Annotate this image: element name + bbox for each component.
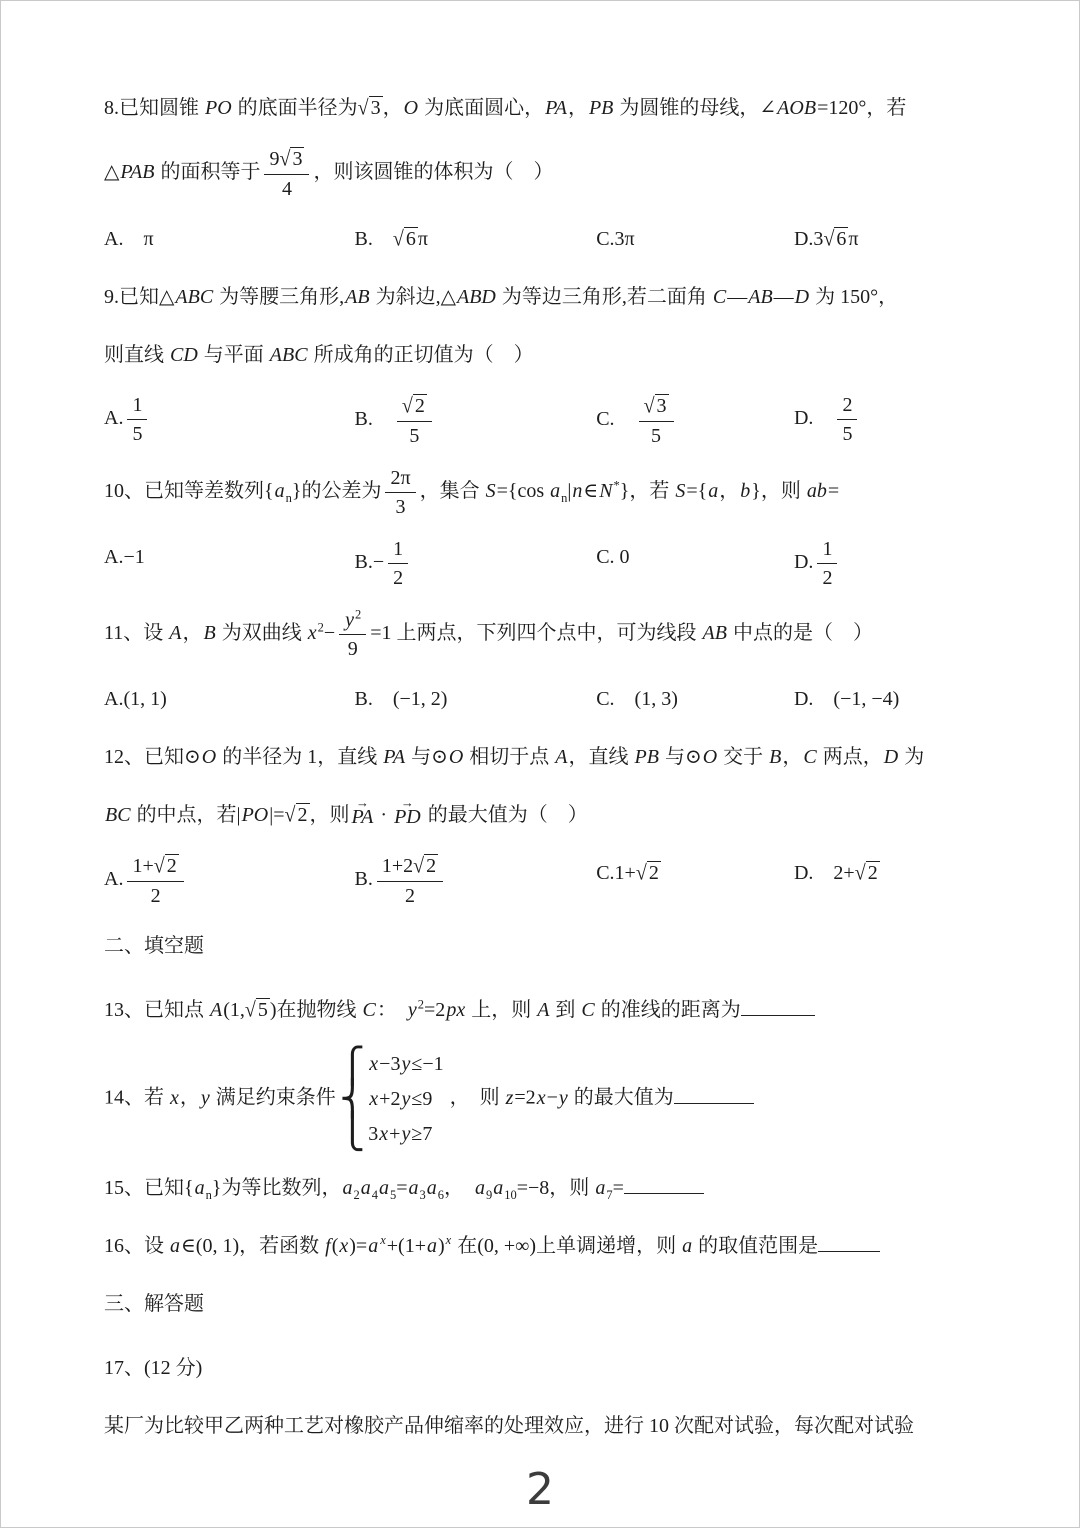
radicand: 3 (370, 97, 381, 119)
math-var: x (307, 622, 317, 645)
radicand: 3 (656, 395, 667, 417)
question-8-line-2: △PAB 的面积等于 $\frac{9√ 3}{4}$ ，则该圆锥的体积为（ ） (104, 147, 554, 200)
answer-blank (674, 1083, 754, 1104)
math-var: ABC (175, 286, 214, 308)
question-9-options (104, 394, 983, 447)
question-14 (104, 1045, 983, 1152)
math-var: a (475, 1177, 485, 1199)
math-var: C (362, 999, 376, 1021)
square-root (855, 862, 880, 884)
question-15-line-1: 15、已知$\{a_n\}$为等比数列，$a_2a_4a_5=a_3a_6$， $a_9a_{10}=-8$，则 $a_7=$ (104, 1169, 983, 1207)
math-var: C (712, 286, 727, 308)
square-root (285, 804, 310, 826)
section-title-fill-in: 二、填空题 (104, 935, 204, 957)
script: n (205, 1188, 212, 1202)
fraction-denominator: 5 (132, 423, 143, 445)
radical-sign: √ (401, 394, 413, 418)
fraction (817, 538, 837, 589)
math-var: a (550, 480, 561, 503)
exam-content (104, 89, 983, 1445)
question-10-option-b: B.− $\frac{1}{2}$ (355, 538, 597, 589)
math-var: CD (170, 344, 198, 366)
question-8-option-b: B. √ 6 π (355, 220, 597, 258)
fraction (264, 147, 309, 200)
math-var: PA (545, 97, 567, 119)
math-var: BC (105, 804, 131, 826)
question-12 (104, 738, 983, 907)
vector-arrow: → (400, 795, 414, 810)
script: n (285, 491, 292, 506)
question-8-option-c: C.3π (596, 228, 635, 250)
radical-sign: √ (153, 854, 165, 878)
fraction-denominator: 3 (395, 496, 406, 518)
case-brace (339, 1045, 366, 1152)
math-var: C (581, 999, 595, 1021)
radical-sign: √ (279, 147, 291, 171)
question-9-option-c: C. $\frac{√ 3}{5}$ (596, 394, 794, 447)
question-10-option-d: D. $\frac{1}{2}$ (794, 538, 983, 589)
fraction (397, 394, 432, 447)
math-var: A (210, 999, 223, 1021)
fraction-denominator: 4 (281, 178, 292, 200)
script: 3 (419, 1188, 426, 1202)
question-9-option-a: A. $\frac{1}{5}$ (104, 394, 355, 447)
math-var: a (194, 1177, 205, 1199)
math-var: x (369, 1088, 379, 1110)
math-var: B (769, 746, 782, 768)
question-11-option-a: A.(1, 1) (104, 688, 167, 710)
case-rows (368, 1049, 443, 1149)
radical-sign: √ (244, 998, 256, 1022)
script (379, 1233, 387, 1247)
question-11-line-1: 11、设 A，B 为双曲线 $x^2-$ $\frac{y^2}{9}$ =1 上两点，下列四个点中，可为线段 AB 中点的是（ ） (104, 607, 873, 660)
math-var: O (448, 746, 464, 768)
radicand: 6 (836, 228, 847, 250)
answer-blank (818, 1231, 880, 1252)
script (445, 1233, 453, 1247)
fraction-numerator: 2 (837, 394, 857, 420)
page-number: 2 (526, 1464, 554, 1515)
radical-sign: √ (854, 861, 866, 885)
math-var: a (360, 1177, 371, 1199)
math-var: AB (345, 286, 370, 308)
question-8-line-1: 8.已知圆锥 PO 的底面半径为√ 3 ，O 为底面圆心，PA，PB 为圆锥的母线，∠AOB=120°，若 (104, 89, 983, 127)
square-root (279, 148, 304, 170)
fraction-denominator: 5 (409, 425, 420, 447)
math-var: y (401, 1053, 411, 1075)
radicand: 5 (257, 999, 268, 1021)
math-var: x (339, 1235, 349, 1257)
script: * (613, 478, 620, 493)
radical-sign: √ (357, 96, 369, 120)
script: 2 (417, 997, 425, 1012)
math-var: x (536, 1086, 546, 1109)
radicand: 3 (292, 148, 303, 170)
math-var: y (401, 1088, 411, 1110)
math-var: a (682, 1235, 693, 1257)
fraction (127, 854, 183, 907)
question-13-line-1: 13、已知点 A(1,√ 5 )在抛物线 C： $y^2=2px$ 上，则 A 到 C 的准线的距离为 (104, 991, 983, 1029)
question-10-line-1: 10、已知等差数列$\{a_n\}$的公差为 $\frac{2\pi}{3}$ ，集合 S={cos $a_n|n\in N^*$}，若 S={a，b}，则 ab= (104, 467, 840, 518)
fraction-denominator: 2 (822, 567, 833, 589)
case-brace-piece: ⎧ (339, 1045, 366, 1086)
fraction-numerator: 1+2√ 2 (377, 854, 443, 882)
math-var: O (201, 746, 217, 768)
math-var: PB (634, 746, 659, 768)
math-var: O (403, 97, 419, 119)
question-10 (104, 467, 983, 589)
math-var: AB (748, 286, 773, 308)
fraction-denominator: 2 (404, 885, 415, 907)
question-12-line-1: 12、已知⊙O 的半径为 1，直线 PA 与⊙O 相切于点 A，直线 PB 与⊙O 交于 B，C 两点，D 为 (104, 746, 925, 768)
question-8-option-a: A. π (104, 228, 154, 250)
radicand: 2 (648, 862, 659, 884)
fraction-numerator: 2π (385, 467, 415, 493)
question-12-option-a: A. $\frac{1+√ 2}{2}$ (104, 854, 355, 907)
math-var: f (325, 1235, 331, 1257)
case-row: x+2y≤9 (369, 1088, 433, 1110)
math-var: a (342, 1177, 353, 1199)
fraction (388, 538, 408, 589)
script: 2 (353, 1188, 360, 1202)
square-root (644, 395, 669, 417)
math-var: a (708, 480, 719, 503)
math-var: a (408, 1177, 419, 1199)
math-var: a (426, 1177, 437, 1199)
square-root (154, 855, 179, 877)
math-var: a (170, 1235, 180, 1257)
script: 10 (504, 1188, 517, 1202)
math-var: ABD (457, 286, 496, 308)
math-var: PB (588, 97, 614, 119)
script: 2 (317, 620, 324, 635)
fraction-denominator: 2 (150, 885, 161, 907)
script: 5 (389, 1188, 397, 1202)
question-12-option-c: C.1+√ 2 (596, 854, 794, 907)
math-var: y (407, 999, 417, 1021)
question-11-options (104, 680, 983, 718)
fraction-numerator: 1 (388, 538, 408, 564)
fraction-numerator (397, 394, 432, 422)
radicand: 2 (426, 855, 437, 877)
math-var: PA (351, 806, 374, 828)
question-11-option-b: B. (−1, 2) (354, 688, 448, 710)
radicand: 2 (867, 862, 878, 884)
question-9-line-1: 9.已知△ABC 为等腰三角形,AB 为斜边,△ABD 为等边三角形,若二面角 C—AB—D 为 150°， (104, 286, 899, 308)
question-13 (104, 991, 983, 1029)
radical-sign: √ (392, 227, 404, 251)
answer-blank (741, 995, 815, 1016)
math-var: z (505, 1086, 514, 1109)
radicand: 2 (414, 395, 425, 417)
fraction (377, 854, 443, 907)
math-var: PAB (120, 161, 155, 184)
script: n (561, 491, 568, 506)
question-9 (104, 278, 983, 447)
math-var: D (883, 746, 899, 768)
radicand: 2 (166, 855, 177, 877)
question-16-line-1: 16、设 a∈(0, 1)，若函数 f(x)=a $^x+(1+a)^x$ 在(0, +∞)上单调递增，则 a 的取值范围是 (104, 1227, 983, 1265)
math-var: n (572, 480, 583, 503)
math-var: y (558, 1086, 568, 1109)
question-10-option-a: A.−1 (104, 546, 145, 568)
fraction-numerator: 1 (127, 394, 147, 420)
question-8 (104, 89, 983, 258)
math-var: A (537, 999, 550, 1021)
radicand: 2 (297, 804, 308, 826)
question-12-option-d: D. 2+√ 2 (794, 854, 983, 907)
vector (392, 795, 423, 828)
section-title-answer: 三、解答题 (104, 1293, 204, 1315)
math-var: PA (383, 746, 406, 768)
script: 9 (486, 1188, 493, 1202)
square-root (636, 862, 661, 884)
math-var: a (595, 1177, 606, 1199)
math-var: y (345, 609, 355, 631)
question-9-option-d: D. $\frac{2}{5}$ (794, 394, 983, 447)
square-root (393, 228, 418, 250)
answer-blank (624, 1173, 704, 1194)
fraction-denominator: 5 (651, 425, 662, 447)
math-var: ab (806, 480, 827, 503)
math-var: a (426, 1235, 437, 1257)
fraction (639, 394, 674, 447)
question-17 (104, 1349, 983, 1445)
fraction-denominator: 9 (347, 638, 358, 660)
square-root (823, 228, 848, 250)
question-14-line-1: 14、若 x，y 满足约束条件 ⎧ ⎨ ⎩ x−3y≤−1 x+2y≤9 3x+y≥7 ， 则 z=2x−y 的最大值为 (104, 1049, 983, 1149)
math-var: A (169, 622, 182, 645)
fraction-numerator (639, 394, 674, 422)
math-var: PO (241, 804, 269, 826)
question-10-options (104, 538, 983, 589)
case-row: 3x+y≥7 (368, 1123, 433, 1145)
math-var: px (446, 999, 466, 1021)
case-brace-piece: ⎨ (339, 1078, 366, 1119)
question-16 (104, 1227, 983, 1265)
math-var: A (555, 746, 568, 768)
math-var: a (493, 1177, 504, 1199)
math-var: D (794, 286, 810, 308)
math-var: B (203, 622, 216, 645)
math-var: a (378, 1177, 389, 1199)
radicand: 6 (405, 228, 416, 250)
fraction-numerator: 1 (817, 538, 837, 564)
radical-sign: √ (413, 854, 425, 878)
math-var: a (274, 480, 285, 503)
question-9-option-b: B. $\frac{√ 2}{5}$ (355, 394, 597, 447)
question-8-options (104, 220, 983, 258)
math-var: AOB (777, 97, 817, 119)
math-var: y (401, 1123, 411, 1145)
question-12-options (104, 854, 983, 907)
math-var: PD (394, 806, 421, 828)
question-8-option-d: D.3√ 6 π (794, 220, 983, 258)
fraction-numerator: 1+√ 2 (127, 854, 183, 882)
inequality-system (339, 1045, 444, 1152)
case-row: x−3y≤−1 (369, 1053, 444, 1075)
math-var: y (200, 1086, 210, 1109)
math-var: x (369, 1053, 379, 1075)
math-var: a (368, 1235, 379, 1257)
fraction (339, 609, 366, 660)
math-var: S (675, 480, 686, 503)
math-var: x (445, 1233, 452, 1248)
fraction (127, 394, 147, 445)
fraction (385, 467, 415, 518)
math-var: O (702, 746, 718, 768)
question-10-option-c: C. 0 (596, 546, 630, 568)
script: 6 (437, 1188, 444, 1202)
script: 7 (606, 1188, 613, 1202)
math-var: x (170, 1086, 179, 1109)
fraction-denominator: 2 (393, 567, 404, 589)
case-brace-piece: ⎩ (339, 1111, 366, 1152)
math-var: N (599, 480, 613, 503)
square-root (402, 395, 427, 417)
math-var: AB (702, 622, 727, 645)
square-root (413, 855, 438, 877)
math-var: x (379, 1123, 389, 1145)
question-17-line-2: 某厂为比较甲乙两种工艺对橡胶产品伸缩率的处理效应，进行 10 次配对试验，每次配对试验 (104, 1415, 914, 1437)
question-11 (104, 609, 983, 718)
fraction-denominator: 5 (842, 423, 853, 445)
math-var: S (485, 480, 496, 503)
radical-sign: √ (284, 803, 296, 827)
question-12-option-b: B. $\frac{1+2√ 2}{2}$ (355, 854, 597, 907)
question-11-option-d: D. (−1, −4) (793, 688, 900, 710)
math-var: C (803, 746, 817, 768)
square-root (358, 97, 383, 119)
vector (350, 795, 376, 828)
script: 4 (371, 1188, 378, 1202)
question-17-line-1: 17、(12 分) (104, 1357, 203, 1379)
radical-sign: √ (635, 861, 647, 885)
square-root (245, 999, 270, 1021)
question-15 (104, 1169, 983, 1207)
radical-sign: √ (823, 227, 835, 251)
fraction-numerator: 9√ 3 (264, 147, 309, 175)
vector-arrow: → (355, 795, 369, 810)
fraction (837, 394, 857, 445)
math-var: x (380, 1233, 386, 1248)
question-9-line-2: 则直线 CD 与平面 ABC 所成角的正切值为（ ） (104, 344, 534, 366)
script: 2 (355, 607, 362, 622)
question-12-line-2: BC 的中点，若|PO|=√ 2 ，则 → PA · → PD 的最大值为（ ） (104, 796, 983, 834)
math-var: ABC (269, 344, 308, 366)
math-var: b (740, 480, 751, 503)
fraction-numerator (339, 609, 366, 635)
math-var: PO (205, 97, 232, 119)
question-11-option-c: C. (1, 3) (596, 688, 678, 710)
radical-sign: √ (643, 394, 655, 418)
